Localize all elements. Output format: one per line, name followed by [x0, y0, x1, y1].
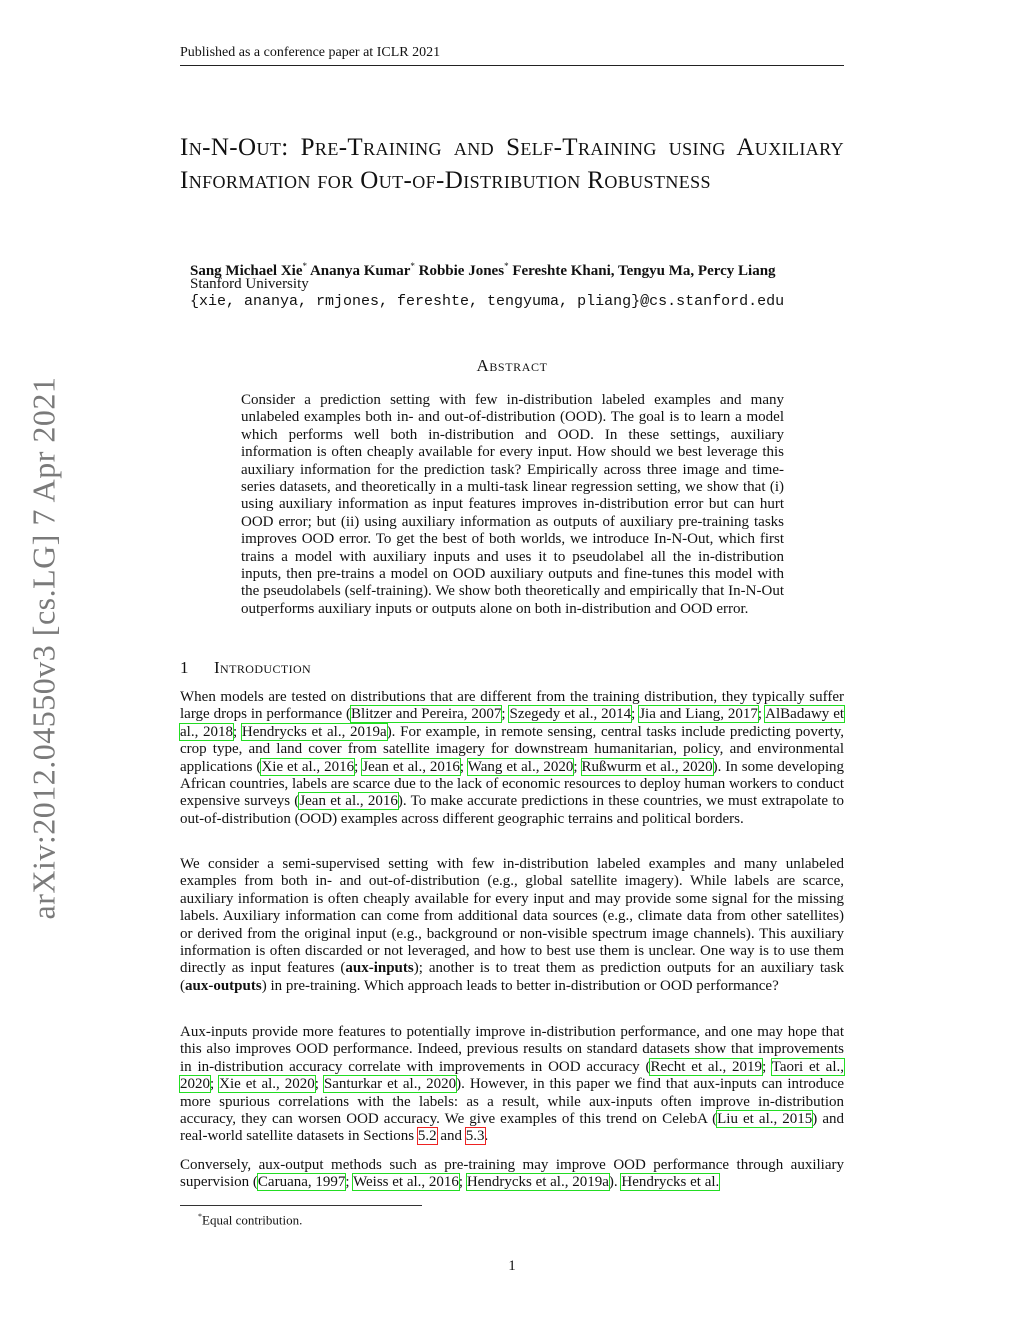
- section-ref-link[interactable]: 5.3: [465, 1128, 485, 1145]
- abstract-heading: Abstract: [476, 356, 548, 375]
- citation-link[interactable]: Caruana, 1997: [257, 1174, 346, 1191]
- intro-paragraph-3: Aux-inputs provide more features to potentially improve in-distribution performance, and one may hope that this also improves OOD performance. Indeed, previous results on standard datasets show that improvements in in-distribution accuracy correlate with improvements in OOD accuracy (Recht et al., 2019; Taori et al., 2020; Xie et al., 2020; Santurkar et al., 2020). However, in this paper we find that aux-inputs can introduce more spurious correlations with the labels: as a result, while aux-inputs often improve in-distribution accuracy, they can worsen OOD accuracy. We give examples of this trend on CelebA (Liu et al., 2015) and real-world satellite datasets in Sections 5.2 and 5.3.: [180, 1024, 845, 1145]
- affiliation: Stanford University: [190, 276, 309, 292]
- equal-contribution-mark: *: [410, 261, 415, 271]
- abstract-text: Consider a prediction setting with few in-distribution labeled examples and many unlabeled examples both in- and out-of-distribution (OOD). The goal is to learn a model which performs well both in-distribution and OOD. In these settings, auxiliary information is often cheaply available for every input. How should we best leverage this auxiliary information for the prediction task? Empirically across three image and time-series datasets, and theoretically in a multi-task linear regression setting, we show that (i) using auxiliary information as input features improves in-distribution error but can hurt OOD error; but (ii) using auxiliary information as outputs of auxiliary pre-training tasks improves OOD error. To get the best of both worlds, we introduce In-N-Out, which first trains a model with auxiliary inputs and uses it to pseudolabel all the in-distribution inputs, then pre-trains a model on OOD auxiliary outputs and fine-tunes this model with the pseudolabels (self-training). We show both theoretically and empirically that In-N-Out outperforms auxiliary inputs or outputs alone on both in-distribution and OOD error.: [241, 392, 784, 617]
- citation-link[interactable]: Hendrycks et al.: [621, 1174, 720, 1191]
- author-name: Fereshte Khani: [512, 263, 611, 279]
- citation-link[interactable]: Xie et al., 2016: [261, 758, 355, 775]
- citation-link[interactable]: Hendrycks et al., 2019a: [466, 1174, 609, 1191]
- citation-link[interactable]: Szegedy et al., 2014: [509, 706, 632, 723]
- paper-title: In-N-Out: Pre-Training and Self-Training using Auxiliary Information for Out-of-Distribution Robustness: [180, 134, 844, 194]
- citation-link[interactable]: AlBadawy et al., 2018: [180, 706, 845, 740]
- section-title: Introduction: [214, 658, 312, 677]
- author-name: Tengyu Ma: [618, 263, 691, 279]
- citation-link[interactable]: Santurkar et al., 2020: [323, 1076, 457, 1093]
- intro-paragraph-1: When models are tested on distributions that are different from the training distribution, they typically suffer large drops in performance (Blitzer and Pereira, 2007; Szegedy et al., 2014; Jia and Liang, 2017; AlBadawy et al., 2018; Hendrycks et al., 2019a). For example, in remote sensing, central tasks include predicting poverty, crop type, and land cover from satellite imagery for downstream humanitarian, policy, and environmental applications (Xie et al., 2016; Jean et al., 2016; Wang et al., 2020; Rußwurm et al., 2020). In some developing African countries, labels are scarce due to the lack of economic resources to deploy human workers to conduct expensive surveys (Jean et al., 2016). To make accurate predictions in these countries, we must extrapolate to out-of-distribution (OOD) examples across different geographic terrains and political borders.: [180, 689, 845, 827]
- equal-contribution-mark: *: [302, 261, 307, 271]
- section-ref-link[interactable]: 5.2: [417, 1128, 437, 1145]
- citation-link[interactable]: Jean et al., 2016: [362, 758, 460, 775]
- citation-link[interactable]: Xie et al., 2020: [219, 1076, 315, 1093]
- section-number: 1: [180, 658, 189, 677]
- citation-link[interactable]: Weiss et al., 2016: [353, 1174, 459, 1191]
- author-list: Sang Michael Xie* Ananya Kumar* Robbie Jones* Fereshte Khani, Tengyu Ma, Percy Liang: [190, 261, 776, 279]
- citation-link[interactable]: Jean et al., 2016: [299, 793, 398, 810]
- citation-link[interactable]: Rußwurm et al., 2020: [581, 758, 713, 775]
- page-number: 1: [508, 1258, 516, 1274]
- citation-link[interactable]: Hendrycks et al., 2019a: [241, 723, 387, 740]
- author-name: Percy Liang: [697, 263, 776, 279]
- citation-link[interactable]: Liu et al., 2015: [717, 1111, 813, 1128]
- aux-inputs-term: aux-inputs: [345, 960, 414, 977]
- intro-paragraph-4: Conversely, aux-output methods such as pre-training may improve OOD performance through auxiliary supervision (Caruana, 1997; Weiss et al., 2016; Hendrycks et al., 2019a). Hendrycks et al.: [180, 1157, 844, 1191]
- intro-paragraph-2: We consider a semi-supervised setting with few in-distribution labeled examples and many unlabeled examples from both in- and out-of-distribution (e.g., global satellite imagery). While labels are scarce, auxiliary information is often cheaply available for every input and may provide some signal for the missing labels. Auxiliary information can come from additional data sources (e.g., climate data from other satellites) or derived from the original input (e.g., background or non-visible spectrum image channels). This auxiliary information is often discarded or not leveraged, and how to best use them is unclear. One way is to use them directly as input features (aux-inputs); another is to treat them as prediction outputs for an auxiliary task (aux-outputs) in pre-training. Which approach leads to better in-distribution or OOD performance?: [180, 856, 845, 994]
- author-name: Robbie Jones: [418, 263, 505, 279]
- footnote-mark: *: [198, 1212, 202, 1221]
- running-header: Published as a conference paper at ICLR 2021: [180, 44, 844, 66]
- citation-link[interactable]: Taori et al., 2020: [180, 1058, 844, 1093]
- citation-link[interactable]: Recht et al., 2019: [650, 1058, 763, 1075]
- footnote: [198, 1209, 302, 1228]
- section-heading: [180, 658, 311, 678]
- author-name: Ananya Kumar: [309, 263, 411, 279]
- arxiv-stamp[interactable]: arXiv:2012.04550v3 [cs.LG] 7 Apr 2021: [25, 376, 62, 920]
- author-name: Sang Michael Xie: [190, 263, 303, 279]
- aux-outputs-term: aux-outputs: [185, 977, 262, 994]
- footnote-text: Equal contribution.: [202, 1212, 303, 1228]
- equal-contribution-mark: *: [504, 261, 509, 271]
- citation-link[interactable]: Wang et al., 2020: [467, 758, 574, 775]
- citation-link[interactable]: Jia and Liang, 2017: [639, 706, 758, 723]
- footnote-rule: [180, 1205, 422, 1206]
- citation-link[interactable]: Blitzer and Pereira, 2007: [351, 706, 502, 723]
- author-emails: {xie, ananya, rmjones, fereshte, tengyuma, pliang}@cs.stanford.edu: [190, 293, 785, 310]
